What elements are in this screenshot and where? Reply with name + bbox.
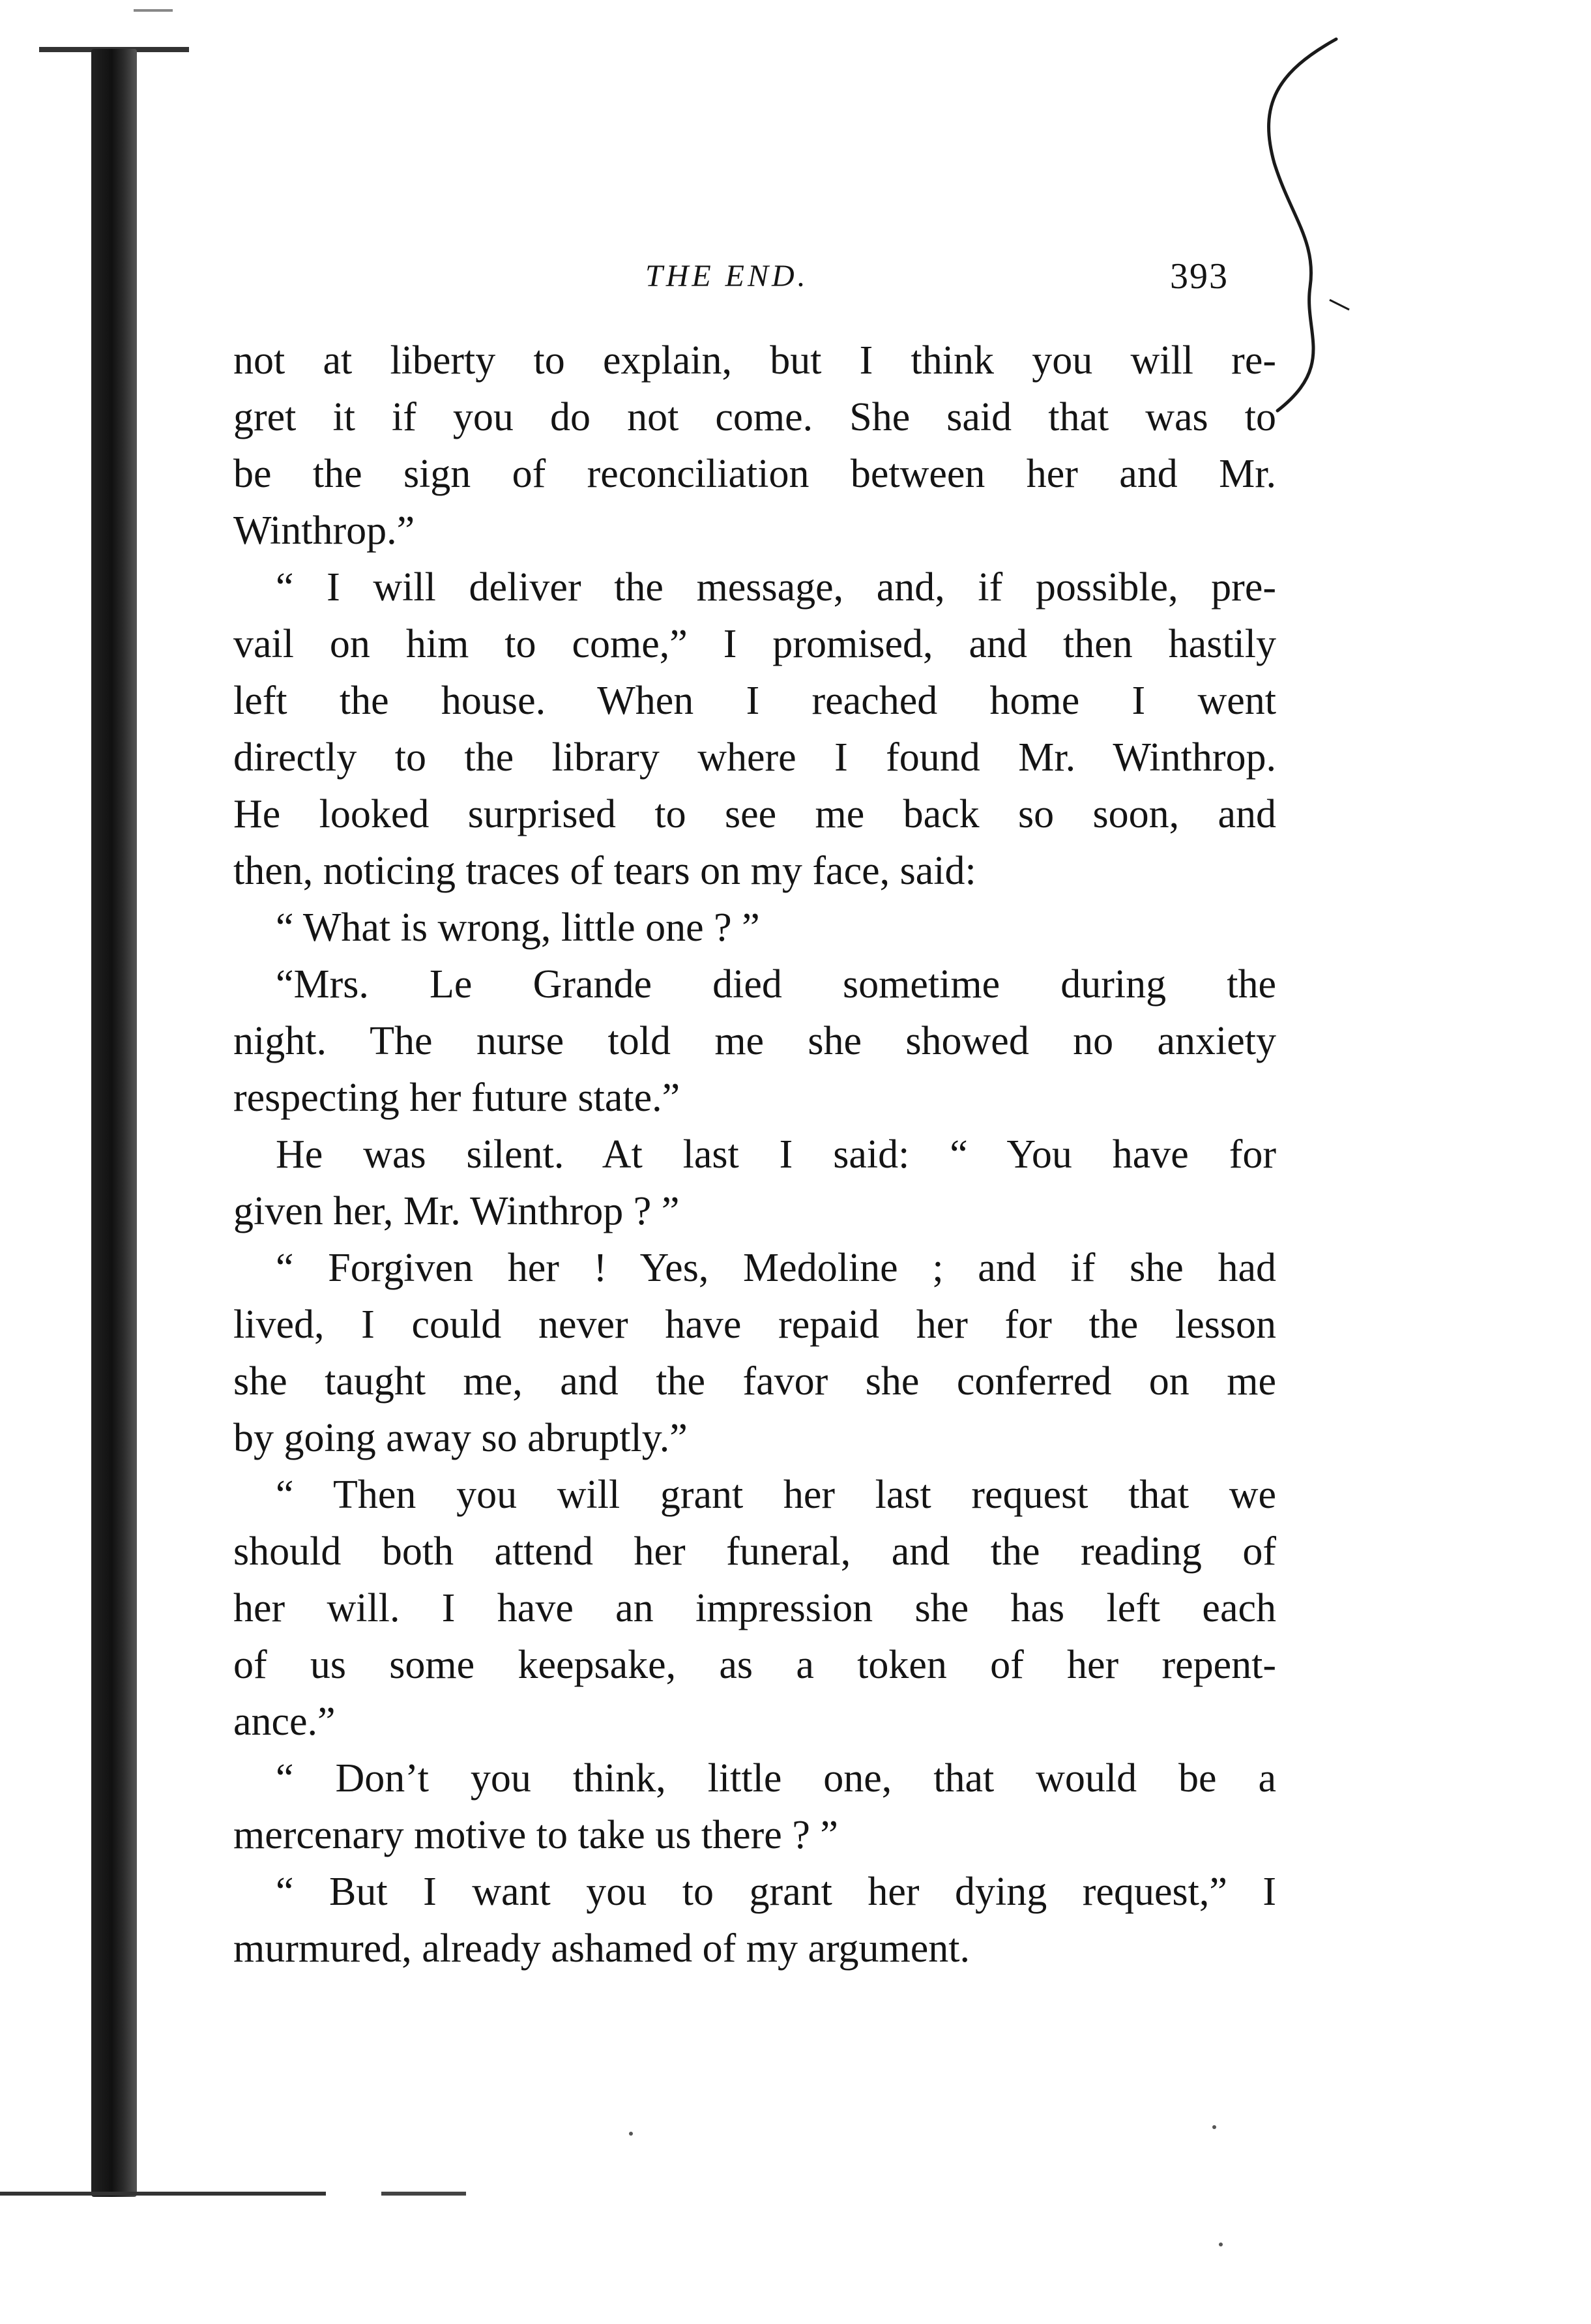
text-line: He looked surprised to see me back so soon, and (233, 792, 1276, 836)
page-number: 393 (1170, 256, 1229, 297)
text-line: “ Then you will grant her last request that we (276, 1473, 1276, 1517)
text-line: of us some keepsake, as a token of her repent- (233, 1643, 1276, 1687)
text-line: “ But I want you to grant her dying request,” I (276, 1870, 1276, 1914)
text-line: given her, Mr. Winthrop ? ” (233, 1189, 680, 1233)
text-line: night. The nurse told me she showed no anxiety (233, 1019, 1276, 1063)
text-line: ance.” (233, 1699, 336, 1744)
speck-mark (1212, 2125, 1216, 2129)
running-head: THE END. (645, 259, 809, 293)
text-line: “ What is wrong, little one ? ” (276, 905, 760, 950)
scan-mark (134, 9, 173, 12)
text-line: respecting her future state.” (233, 1076, 680, 1120)
text-line: murmured, already ashamed of my argument. (233, 1926, 970, 1971)
text-line: then, noticing traces of tears on my face, said: (233, 849, 976, 893)
text-line: gret it if you do not come. She said that was to (233, 395, 1276, 439)
speck-mark (1219, 2243, 1223, 2246)
text-line: be the sign of reconciliation between her and Mr. (233, 452, 1276, 496)
text-line: “Mrs. Le Grande died sometime during the (276, 962, 1276, 1007)
text-line: mercenary motive to take us there ? ” (233, 1813, 838, 1857)
speck-mark (629, 2132, 633, 2136)
text-line: lived, I could never have repaid her for the lesson (233, 1302, 1276, 1347)
gutter-base-dash (381, 2192, 466, 2196)
text-line: not at liberty to explain, but I think you will re- (233, 338, 1276, 383)
gutter-base-line (0, 2192, 326, 2196)
text-line: left the house. When I reached home I went (233, 679, 1276, 723)
binding-gutter-shadow (91, 49, 137, 2197)
text-line: “ I will deliver the message, and, if possible, pre- (276, 565, 1276, 610)
text-line: “ Forgiven her ! Yes, Medoline ; and if she had (276, 1246, 1276, 1290)
text-line: Winthrop.” (233, 508, 415, 553)
text-line: her will. I have an impression she has left each (233, 1586, 1276, 1630)
text-line: by going away so abruptly.” (233, 1416, 688, 1460)
text-line: she taught me, and the favor she conferred on me (233, 1359, 1276, 1404)
text-line: directly to the library where I found Mr. Winthrop. (233, 735, 1276, 780)
text-line: “ Don’t you think, little one, that would be a (276, 1756, 1276, 1801)
text-line: vail on him to come,” I promised, and then hastily (233, 622, 1276, 666)
text-line: should both attend her funeral, and the reading of (233, 1529, 1276, 1574)
text-line: He was silent. At last I said: “ You have for (276, 1132, 1276, 1177)
body-text (233, 332, 1276, 1977)
